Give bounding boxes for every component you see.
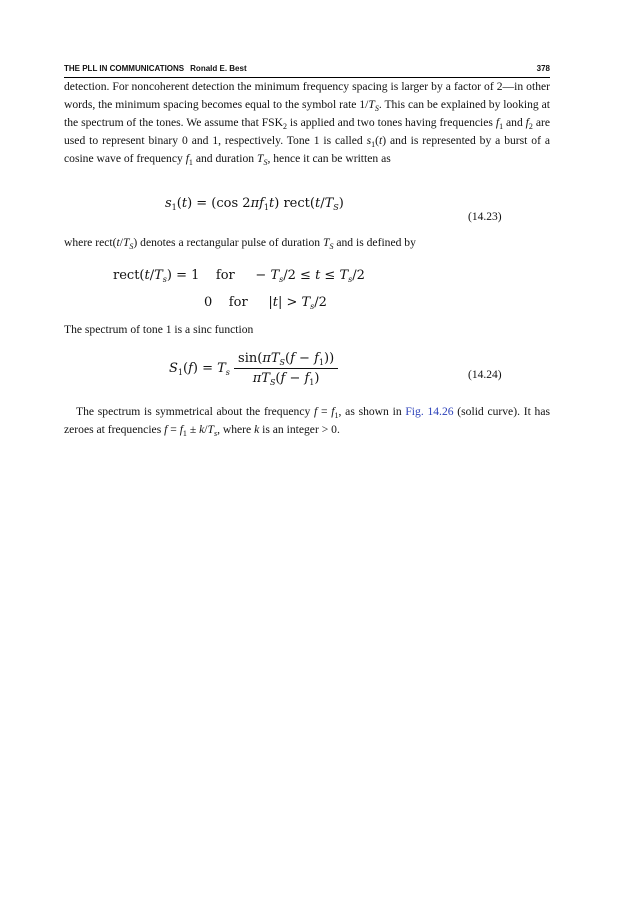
running-header-author: Ronald E. Best	[190, 64, 247, 73]
running-header	[64, 62, 550, 76]
page-number: 378	[536, 64, 550, 73]
equation-rect-line-2: 0 for $|t| > T_s/2$	[204, 295, 327, 311]
equation-14-24: $S_1(f) = T_s$ $\frac{\sin(\pi T_S(f - f_1))}{\pi T_S(f - f_1)}$	[169, 351, 338, 386]
paragraph-spectrum-intro: The spectrum of tone 1 is a sinc function	[64, 323, 254, 336]
figure-link-14-26[interactable]: Fig. 14.26	[405, 405, 454, 418]
equation-rect-line-1: $rect(t/T_s) = 1$ for − $T_s/2 \le t \le T_s/2$	[113, 268, 365, 284]
equation-number-14-24: (14.24)	[468, 369, 502, 381]
paragraph-spectrum-symmetry: The spectrum is symmetrical about the frequency $f = f_1$, as shown in Fig. 14.26 (solid curve). It has zeroes at frequencies $f = f_1 \pm k/T_s$, where k is an integer > 0.	[64, 405, 550, 438]
paragraph-rect-definition: where $rect(t/T_S)$ denotes a rectangular pulse of duration $T_S$ and is defined by	[64, 236, 416, 251]
running-header-title: THE PLL IN COMMUNICATIONS Ronald E. Best	[64, 64, 247, 73]
paragraph-fsk-spacing: detection. For noncoherent detection the minimum frequency spacing is larger by a factor of 2—in other words, the minimum spacing becomes equal to the symbol rate $1/T_S$. This can be explained by looking at the spectrum of the tones. We assume that $FSK_2$ is applied and two tones having frequencies $f_1$ and $f_2$ are used to represent binary 0 and 1, respectively. Tone 1 is called $s_1(t)$ and is represented by a burst of a cosine wave of frequency $f_1$ and duration $T_S$, hence it can be written as	[64, 80, 550, 167]
sinc-fraction: $\frac{\sin(\pi T_S(f - f_1))}{\pi T_S(f - f_1)}$	[234, 351, 338, 386]
equation-number-14-23: (14.23)	[468, 211, 502, 223]
equation-14-23: $s_1(t) = (\cos$ $2\pi f_1t$) $rect(t/T_S)$	[165, 196, 344, 212]
